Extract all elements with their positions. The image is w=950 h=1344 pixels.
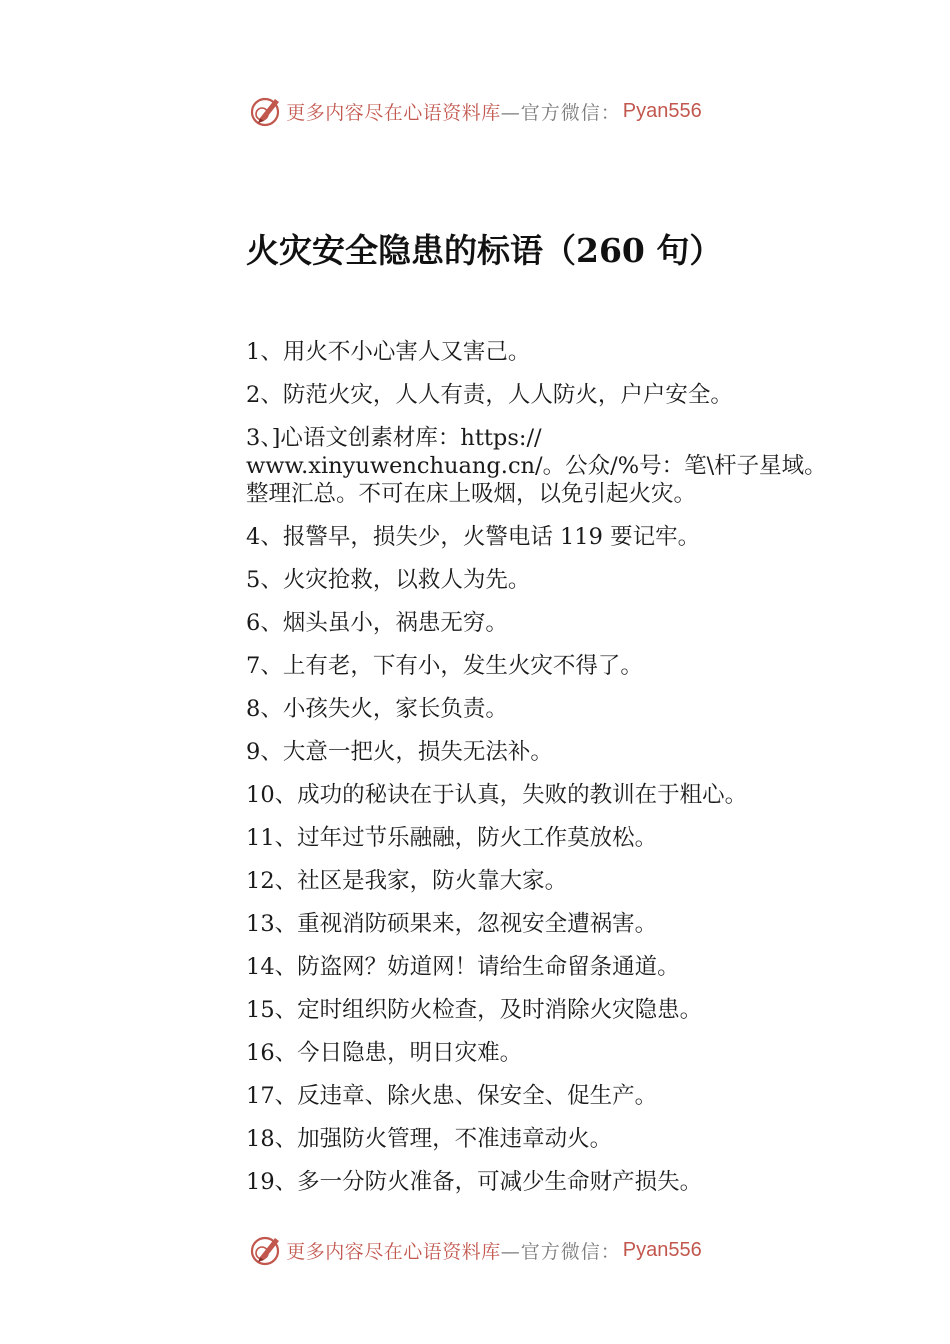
wechat-id: Pyan556	[622, 1238, 702, 1261]
list-item-multiline	[246, 424, 896, 508]
list-item: 14、防盗网？妨道网！请给生命留条通道。	[246, 954, 680, 980]
list-item: 11、过年过节乐融融，防火工作莫放松。	[246, 825, 658, 851]
pen-logo-icon	[248, 1233, 282, 1267]
list-item: 2、防范火灾，人人有责，人人防火，户户安全。	[246, 382, 733, 408]
watermark-text: 更多内容尽在心语资料库	[286, 1240, 501, 1263]
list-item-line: www.xinyuwenchuang.cn/。公众/%号：笔\杆子星域。	[246, 453, 827, 479]
list-item: 6、烟头虽小，祸患无穷。	[246, 610, 508, 636]
list-item: 19、多一分防火准备，可减少生命财产损失。	[246, 1169, 703, 1195]
list-item-line: 3、]心语文创素材库：https://	[246, 425, 542, 451]
list-item: 7、上有老，下有小，发生火灾不得了。	[246, 653, 643, 679]
list-item: 1、用火不小心害人又害己。	[246, 339, 531, 365]
pen-logo-icon	[248, 94, 282, 128]
list-item-line: 整理汇总。不可在床上吸烟，以免引起火灾。	[246, 481, 697, 507]
list-item: 4、报警早，损失少，火警电话 119 要记牢。	[246, 524, 701, 550]
list-item: 5、火灾抢救，以救人为先。	[246, 567, 531, 593]
list-item: 8、小孩失火，家长负责。	[246, 696, 508, 722]
footer-watermark	[0, 1233, 950, 1267]
list-item: 15、定时组织防火检查，及时消除火灾隐患。	[246, 997, 703, 1023]
slogan-list	[246, 338, 896, 1211]
watermark-text: 更多内容尽在心语资料库	[286, 101, 501, 124]
list-item: 17、反违章、除火患、保安全、促生产。	[246, 1083, 658, 1109]
list-item: 9、大意一把火，损失无法补。	[246, 739, 553, 765]
list-item: 12、社区是我家，防火靠大家。	[246, 868, 568, 894]
wechat-id: Pyan556	[622, 99, 702, 122]
list-item: 16、今日隐患，明日灾难。	[246, 1040, 523, 1066]
list-item: 18、加强防火管理，不准违章动火。	[246, 1126, 613, 1152]
list-item: 13、重视消防硕果来，忽视安全遭祸害。	[246, 911, 658, 937]
watermark-label: —官方微信：	[500, 1240, 621, 1263]
header-watermark	[0, 94, 950, 128]
document-title: 火灾安全隐患的标语（260 句）	[246, 231, 723, 270]
watermark-label: —官方微信：	[500, 101, 621, 124]
list-item: 10、成功的秘诀在于认真，失败的教训在于粗心。	[246, 782, 748, 808]
